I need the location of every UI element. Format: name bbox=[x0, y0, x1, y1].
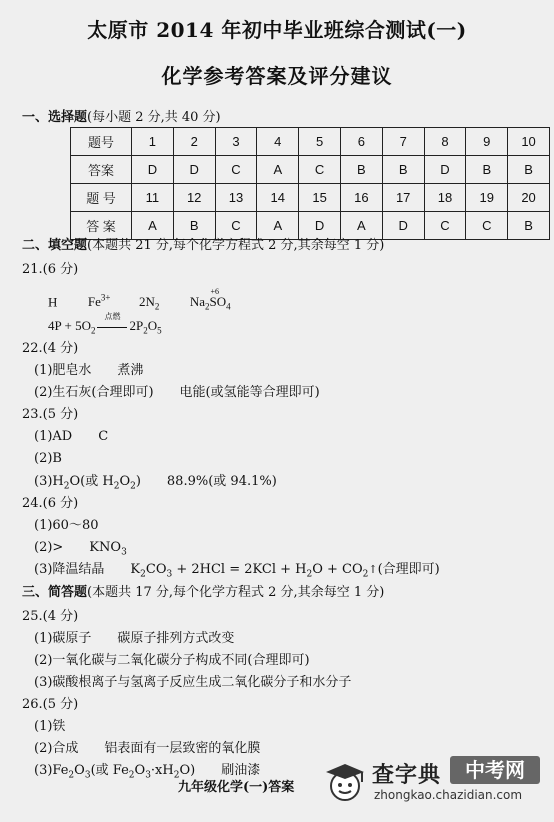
s-valence: +6 bbox=[210, 287, 220, 297]
table-cell: D bbox=[424, 156, 466, 184]
q21-label: 21.(6 分) bbox=[22, 262, 79, 277]
table-cell: B bbox=[466, 156, 508, 184]
table-cell: D bbox=[132, 156, 174, 184]
na-subscript: 2 bbox=[205, 301, 210, 312]
condition-label: 点燃 bbox=[104, 312, 121, 321]
table-cell: 1 bbox=[132, 128, 174, 156]
q25-line-2: (2)一氧化碳与二氧化碳分子构成不同(合理即可) bbox=[34, 653, 310, 668]
q24-l3-c: + 2HCl = 2KCl + H bbox=[172, 562, 307, 577]
section2-title: 二、填空题 bbox=[22, 238, 88, 253]
table-cell: A bbox=[257, 212, 299, 240]
watermark-brand-2: 中考网 bbox=[450, 756, 540, 784]
eq-right-o: O bbox=[147, 318, 158, 333]
fe-symbol: Fe bbox=[87, 294, 101, 310]
o-subscript: 4 bbox=[226, 301, 231, 312]
na-symbol: Na bbox=[189, 294, 206, 310]
q23-sub-1: 2 bbox=[63, 481, 70, 492]
section3-heading bbox=[22, 585, 384, 601]
table-cell: 10 bbox=[508, 128, 550, 156]
table-cell: C bbox=[424, 212, 466, 240]
q24-l3-s4: 2 bbox=[362, 569, 369, 580]
table-cell: 13 bbox=[215, 184, 257, 212]
q24-l3-s3: 2 bbox=[306, 569, 313, 580]
table-cell: A bbox=[340, 212, 382, 240]
table-cell: 15 bbox=[299, 184, 341, 212]
q23-text-c: O bbox=[119, 474, 131, 489]
table-row-label: 答 案 bbox=[71, 212, 132, 240]
q21-equation bbox=[48, 312, 162, 339]
q24-sub: 3 bbox=[121, 547, 127, 558]
section3-title: 三、简答题 bbox=[22, 585, 88, 600]
table-cell: 3 bbox=[215, 128, 257, 156]
table-cell: D bbox=[173, 156, 215, 184]
q26-b: O bbox=[74, 763, 85, 778]
fe-charge: 3+ bbox=[100, 293, 111, 303]
table-cell: B bbox=[382, 156, 424, 184]
q24-line-2 bbox=[34, 540, 127, 561]
q24-line-1: (1)60～80 bbox=[34, 518, 99, 533]
reaction-condition bbox=[95, 312, 129, 334]
table-cell: 8 bbox=[424, 128, 466, 156]
page-footer: 九年级化学(一)答案 bbox=[178, 780, 295, 795]
q24-l3-d: O + CO bbox=[312, 562, 363, 577]
table-cell: C bbox=[215, 212, 257, 240]
section2-note: (本题共 21 分,每个化学方程式 2 分,其余每空 1 分) bbox=[87, 238, 385, 253]
q23-text-a: (3)H bbox=[34, 474, 64, 489]
q24-l3-s2: 3 bbox=[166, 569, 173, 580]
watermark-url: zhongkao.chazidian.com bbox=[374, 788, 523, 802]
q26-s1: 2 bbox=[68, 770, 75, 781]
q24-line-3 bbox=[34, 562, 440, 583]
q26-line-1: (1)铁 bbox=[34, 719, 66, 734]
q26-d: O bbox=[134, 763, 146, 778]
table-cell: C bbox=[215, 156, 257, 184]
q25-line-1: (1)碳原子 碳原子排列方式改变 bbox=[34, 631, 235, 646]
s-symbol: S bbox=[209, 294, 217, 310]
q26-line-2: (2)合成 铝表面有一层致密的氧化膜 bbox=[34, 741, 261, 756]
q23-sub-2: 2 bbox=[113, 481, 120, 492]
q21-answer-na2so4 bbox=[189, 287, 231, 312]
q23-line-3 bbox=[34, 474, 277, 495]
table-cell: 4 bbox=[257, 128, 299, 156]
eq-right-sub2: 5 bbox=[157, 325, 162, 336]
multiple-choice-answer-table bbox=[70, 127, 550, 240]
section2-heading bbox=[22, 238, 384, 254]
table-cell: C bbox=[299, 156, 341, 184]
eq-right-sub1: 2 bbox=[143, 325, 148, 336]
table-cell: 5 bbox=[299, 128, 341, 156]
table-row bbox=[71, 156, 550, 184]
q24-l3-e: (合理即可) bbox=[377, 562, 440, 577]
q24-text-a: (2)> KNO bbox=[34, 540, 122, 555]
q26-s2: 3 bbox=[84, 770, 91, 781]
table-cell: 19 bbox=[466, 184, 508, 212]
q26-s4: 3 bbox=[145, 770, 151, 781]
q26-e: ·xH bbox=[150, 763, 174, 778]
table-cell: 7 bbox=[382, 128, 424, 156]
section1-title: 一、选择题 bbox=[22, 110, 88, 125]
section3-note: (本题共 17 分,每个化学方程式 2 分,其余每空 1 分) bbox=[87, 585, 385, 600]
eq-left: 4P + 5O bbox=[48, 318, 91, 333]
table-cell: 6 bbox=[340, 128, 382, 156]
table-cell: 18 bbox=[424, 184, 466, 212]
q24-l3-s1: 2 bbox=[140, 569, 146, 580]
n-symbol: 2N bbox=[138, 294, 155, 310]
document-title: 太原市 2014 年初中毕业班综合测试(一) bbox=[87, 18, 467, 42]
q24-l3-b: CO bbox=[145, 562, 167, 577]
table-cell: B bbox=[340, 156, 382, 184]
table-cell: 9 bbox=[466, 128, 508, 156]
table-cell: A bbox=[257, 156, 299, 184]
table-cell: D bbox=[382, 212, 424, 240]
table-cell: 2 bbox=[173, 128, 215, 156]
table-cell: B bbox=[508, 156, 550, 184]
table-row bbox=[71, 128, 550, 156]
q23-label: 23.(5 分) bbox=[22, 407, 79, 422]
table-cell: 12 bbox=[173, 184, 215, 212]
q22-line-1: (1)肥皂水 煮沸 bbox=[34, 363, 144, 378]
table-cell: 20 bbox=[508, 184, 550, 212]
q26-a: (3)Fe bbox=[34, 763, 69, 778]
table-cell: D bbox=[299, 212, 341, 240]
o-symbol: O bbox=[216, 294, 227, 310]
q25-line-3: (3)碳酸根离子与氢离子反应生成二氧化碳分子和水分子 bbox=[34, 675, 352, 690]
q26-c: (或 Fe bbox=[90, 763, 129, 778]
section1-note: (每小题 2 分,共 40 分) bbox=[87, 110, 221, 125]
q24-l3-a: (3)降温结晶 K bbox=[34, 562, 141, 577]
table-cell: 16 bbox=[340, 184, 382, 212]
watermark-brand: 查字典 bbox=[372, 763, 442, 788]
q26-s5: 2 bbox=[173, 770, 180, 781]
q23-line-1: (1)AD C bbox=[34, 429, 109, 444]
table-cell: 14 bbox=[257, 184, 299, 212]
q21-answer-2n2 bbox=[138, 294, 160, 312]
q26-s3: 2 bbox=[128, 770, 135, 781]
table-row-label: 题号 bbox=[71, 128, 132, 156]
table-cell: A bbox=[132, 212, 174, 240]
table-row bbox=[71, 212, 550, 240]
q23-text-b: O(或 H bbox=[69, 474, 114, 489]
q22-line-2: (2)生石灰(合理即可) 电能(或氢能等合理即可) bbox=[34, 385, 320, 400]
q25-label: 25.(4 分) bbox=[22, 609, 79, 624]
eq-right: 2P bbox=[129, 318, 144, 333]
table-row-label: 题 号 bbox=[71, 184, 132, 212]
q26-f: O) 刷油漆 bbox=[179, 763, 261, 778]
q22-label: 22.(4 分) bbox=[22, 341, 79, 356]
table-cell: B bbox=[173, 212, 215, 240]
site-watermark bbox=[322, 754, 544, 810]
q23-line-2: (2)B bbox=[34, 451, 62, 466]
gas-arrow-icon: ↑ bbox=[368, 563, 378, 576]
eq-left-sub: 2 bbox=[90, 325, 96, 336]
table-cell: B bbox=[508, 212, 550, 240]
section1-heading bbox=[22, 110, 221, 126]
table-row bbox=[71, 184, 550, 212]
table-cell: 11 bbox=[132, 184, 174, 212]
n-subscript: 2 bbox=[154, 301, 160, 312]
q21-answer-line-1 bbox=[48, 287, 231, 315]
table-cell: 17 bbox=[382, 184, 424, 212]
q21-answer-h: H bbox=[48, 294, 58, 310]
q24-label: 24.(6 分) bbox=[22, 496, 79, 511]
q23-sub-3: 2 bbox=[130, 481, 136, 492]
graduation-cap-icon bbox=[322, 758, 368, 804]
q23-text-d: ) 88.9%(或 94.1%) bbox=[135, 474, 277, 489]
q21-answer-fe bbox=[88, 294, 111, 309]
table-row-label: 答案 bbox=[71, 156, 132, 184]
table-cell: C bbox=[466, 212, 508, 240]
q26-label: 26.(5 分) bbox=[22, 697, 79, 712]
document-subtitle: 化学参考答案及评分建议 bbox=[161, 64, 393, 88]
